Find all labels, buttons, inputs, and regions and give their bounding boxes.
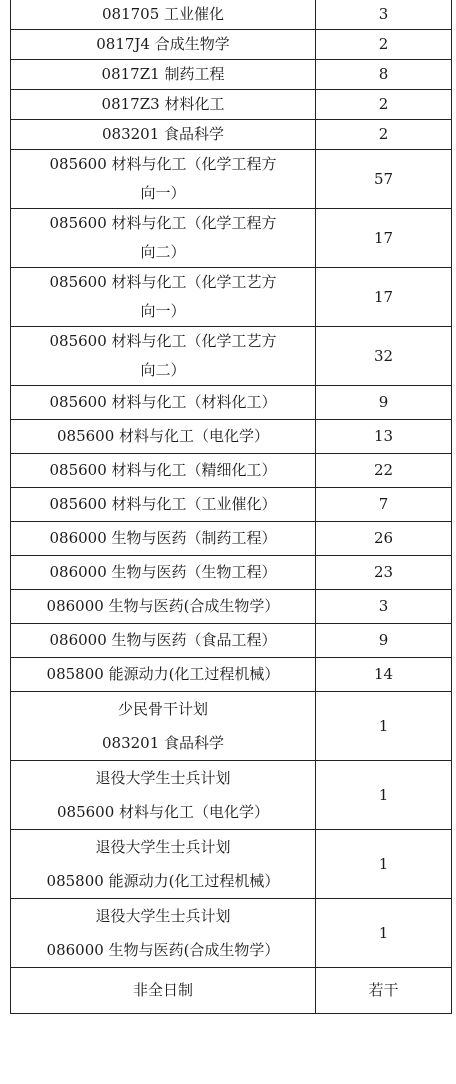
major-text: 非全日制: [132, 981, 193, 999]
major-text: 向二）: [140, 243, 186, 261]
table-row: [11, 488, 452, 522]
table-body: [11, 0, 452, 1014]
quota-cell: 1: [316, 692, 452, 761]
table-row: [11, 386, 452, 420]
major-cell: [11, 968, 316, 1014]
quota-cell: 23: [316, 556, 452, 590]
quota-cell: 9: [316, 386, 452, 420]
table-row: [11, 30, 452, 60]
major-cell: [11, 522, 316, 556]
quota-cell: 3: [316, 590, 452, 624]
quota-cell: 2: [316, 30, 452, 60]
major-text: 083201 食品科学: [101, 734, 225, 752]
table-row: [11, 120, 452, 150]
major-text: 085600 材料与化工（电化学）: [56, 427, 270, 445]
major-text: 退役大学生士兵计划: [95, 907, 231, 925]
table-row: [11, 624, 452, 658]
major-text: 085800 能源动力(化工过程机械）: [46, 872, 280, 890]
table-row: [11, 522, 452, 556]
table-row: [11, 899, 452, 968]
table-row: [11, 268, 452, 327]
enrollment-table: [10, 0, 452, 1014]
major-cell: [11, 899, 316, 968]
major-text: 086000 生物与医药（食品工程）: [49, 631, 277, 649]
major-cell: [11, 268, 316, 327]
major-cell: [11, 30, 316, 60]
table-row: [11, 761, 452, 830]
major-text: 085600 材料与化工（化学工艺方: [49, 332, 277, 350]
major-text: 085600 材料与化工（材料化工）: [49, 393, 277, 411]
quota-cell: 14: [316, 658, 452, 692]
major-cell: [11, 209, 316, 268]
major-cell: [11, 692, 316, 761]
quota-cell: 17: [316, 268, 452, 327]
major-text: 向二）: [140, 361, 186, 379]
quota-cell: 17: [316, 209, 452, 268]
major-text: 085600 材料与化工（工业催化）: [49, 495, 277, 513]
major-text: 向一）: [140, 302, 186, 320]
major-cell: [11, 90, 316, 120]
major-cell: [11, 556, 316, 590]
quota-cell: 13: [316, 420, 452, 454]
quota-cell: 7: [316, 488, 452, 522]
major-text: 0817J4 合成生物学: [96, 35, 230, 53]
major-text: 086000 生物与医药(合成生物学）: [46, 941, 280, 959]
major-text: 083201 食品科学: [101, 125, 225, 143]
major-cell: [11, 658, 316, 692]
quota-cell: 1: [316, 830, 452, 899]
quota-cell: 1: [316, 761, 452, 830]
major-text: 085600 材料与化工（电化学）: [56, 803, 270, 821]
table-row: [11, 0, 452, 30]
major-cell: [11, 624, 316, 658]
major-text: 086000 生物与医药（制药工程）: [49, 529, 277, 547]
major-cell: [11, 761, 316, 830]
major-text: 0817Z1 制药工程: [101, 65, 225, 83]
major-text: 退役大学生士兵计划: [95, 769, 231, 787]
quota-cell: 2: [316, 90, 452, 120]
major-cell: [11, 420, 316, 454]
quota-cell: 若干: [316, 968, 452, 1014]
major-text: 081705 工业催化: [101, 5, 225, 23]
major-text: 向一）: [140, 184, 186, 202]
major-cell: [11, 386, 316, 420]
major-cell: [11, 488, 316, 522]
table-row: [11, 327, 452, 386]
major-text: 退役大学生士兵计划: [95, 838, 231, 856]
quota-cell: 32: [316, 327, 452, 386]
quota-cell: 57: [316, 150, 452, 209]
major-text: 085800 能源动力(化工过程机械）: [46, 665, 280, 683]
table-row: [11, 420, 452, 454]
quota-cell: 8: [316, 60, 452, 90]
major-text: 少民骨干计划: [117, 700, 208, 718]
table-row: [11, 60, 452, 90]
quota-cell: 3: [316, 0, 452, 30]
table-row: [11, 90, 452, 120]
major-text: 086000 生物与医药(合成生物学）: [46, 597, 280, 615]
table-row: [11, 590, 452, 624]
major-text: 085600 材料与化工（化学工程方: [49, 155, 277, 173]
major-cell: [11, 590, 316, 624]
table-row: [11, 209, 452, 268]
table-row: [11, 830, 452, 899]
quota-cell: 1: [316, 899, 452, 968]
major-text: 085600 材料与化工（化学工艺方: [49, 273, 277, 291]
table-row: [11, 692, 452, 761]
major-cell: [11, 150, 316, 209]
major-cell: [11, 830, 316, 899]
major-text: 085600 材料与化工（精细化工）: [49, 461, 277, 479]
quota-cell: 22: [316, 454, 452, 488]
major-text: 085600 材料与化工（化学工程方: [49, 214, 277, 232]
major-cell: [11, 0, 316, 30]
table-row: [11, 658, 452, 692]
quota-cell: 2: [316, 120, 452, 150]
quota-cell: 26: [316, 522, 452, 556]
major-text: 0817Z3 材料化工: [101, 95, 225, 113]
table-row: [11, 454, 452, 488]
table-row: [11, 968, 452, 1014]
table-row: [11, 150, 452, 209]
quota-cell: 9: [316, 624, 452, 658]
major-text: 086000 生物与医药（生物工程）: [49, 563, 277, 581]
major-cell: [11, 327, 316, 386]
major-cell: [11, 120, 316, 150]
major-cell: [11, 60, 316, 90]
major-cell: [11, 454, 316, 488]
table-row: [11, 556, 452, 590]
